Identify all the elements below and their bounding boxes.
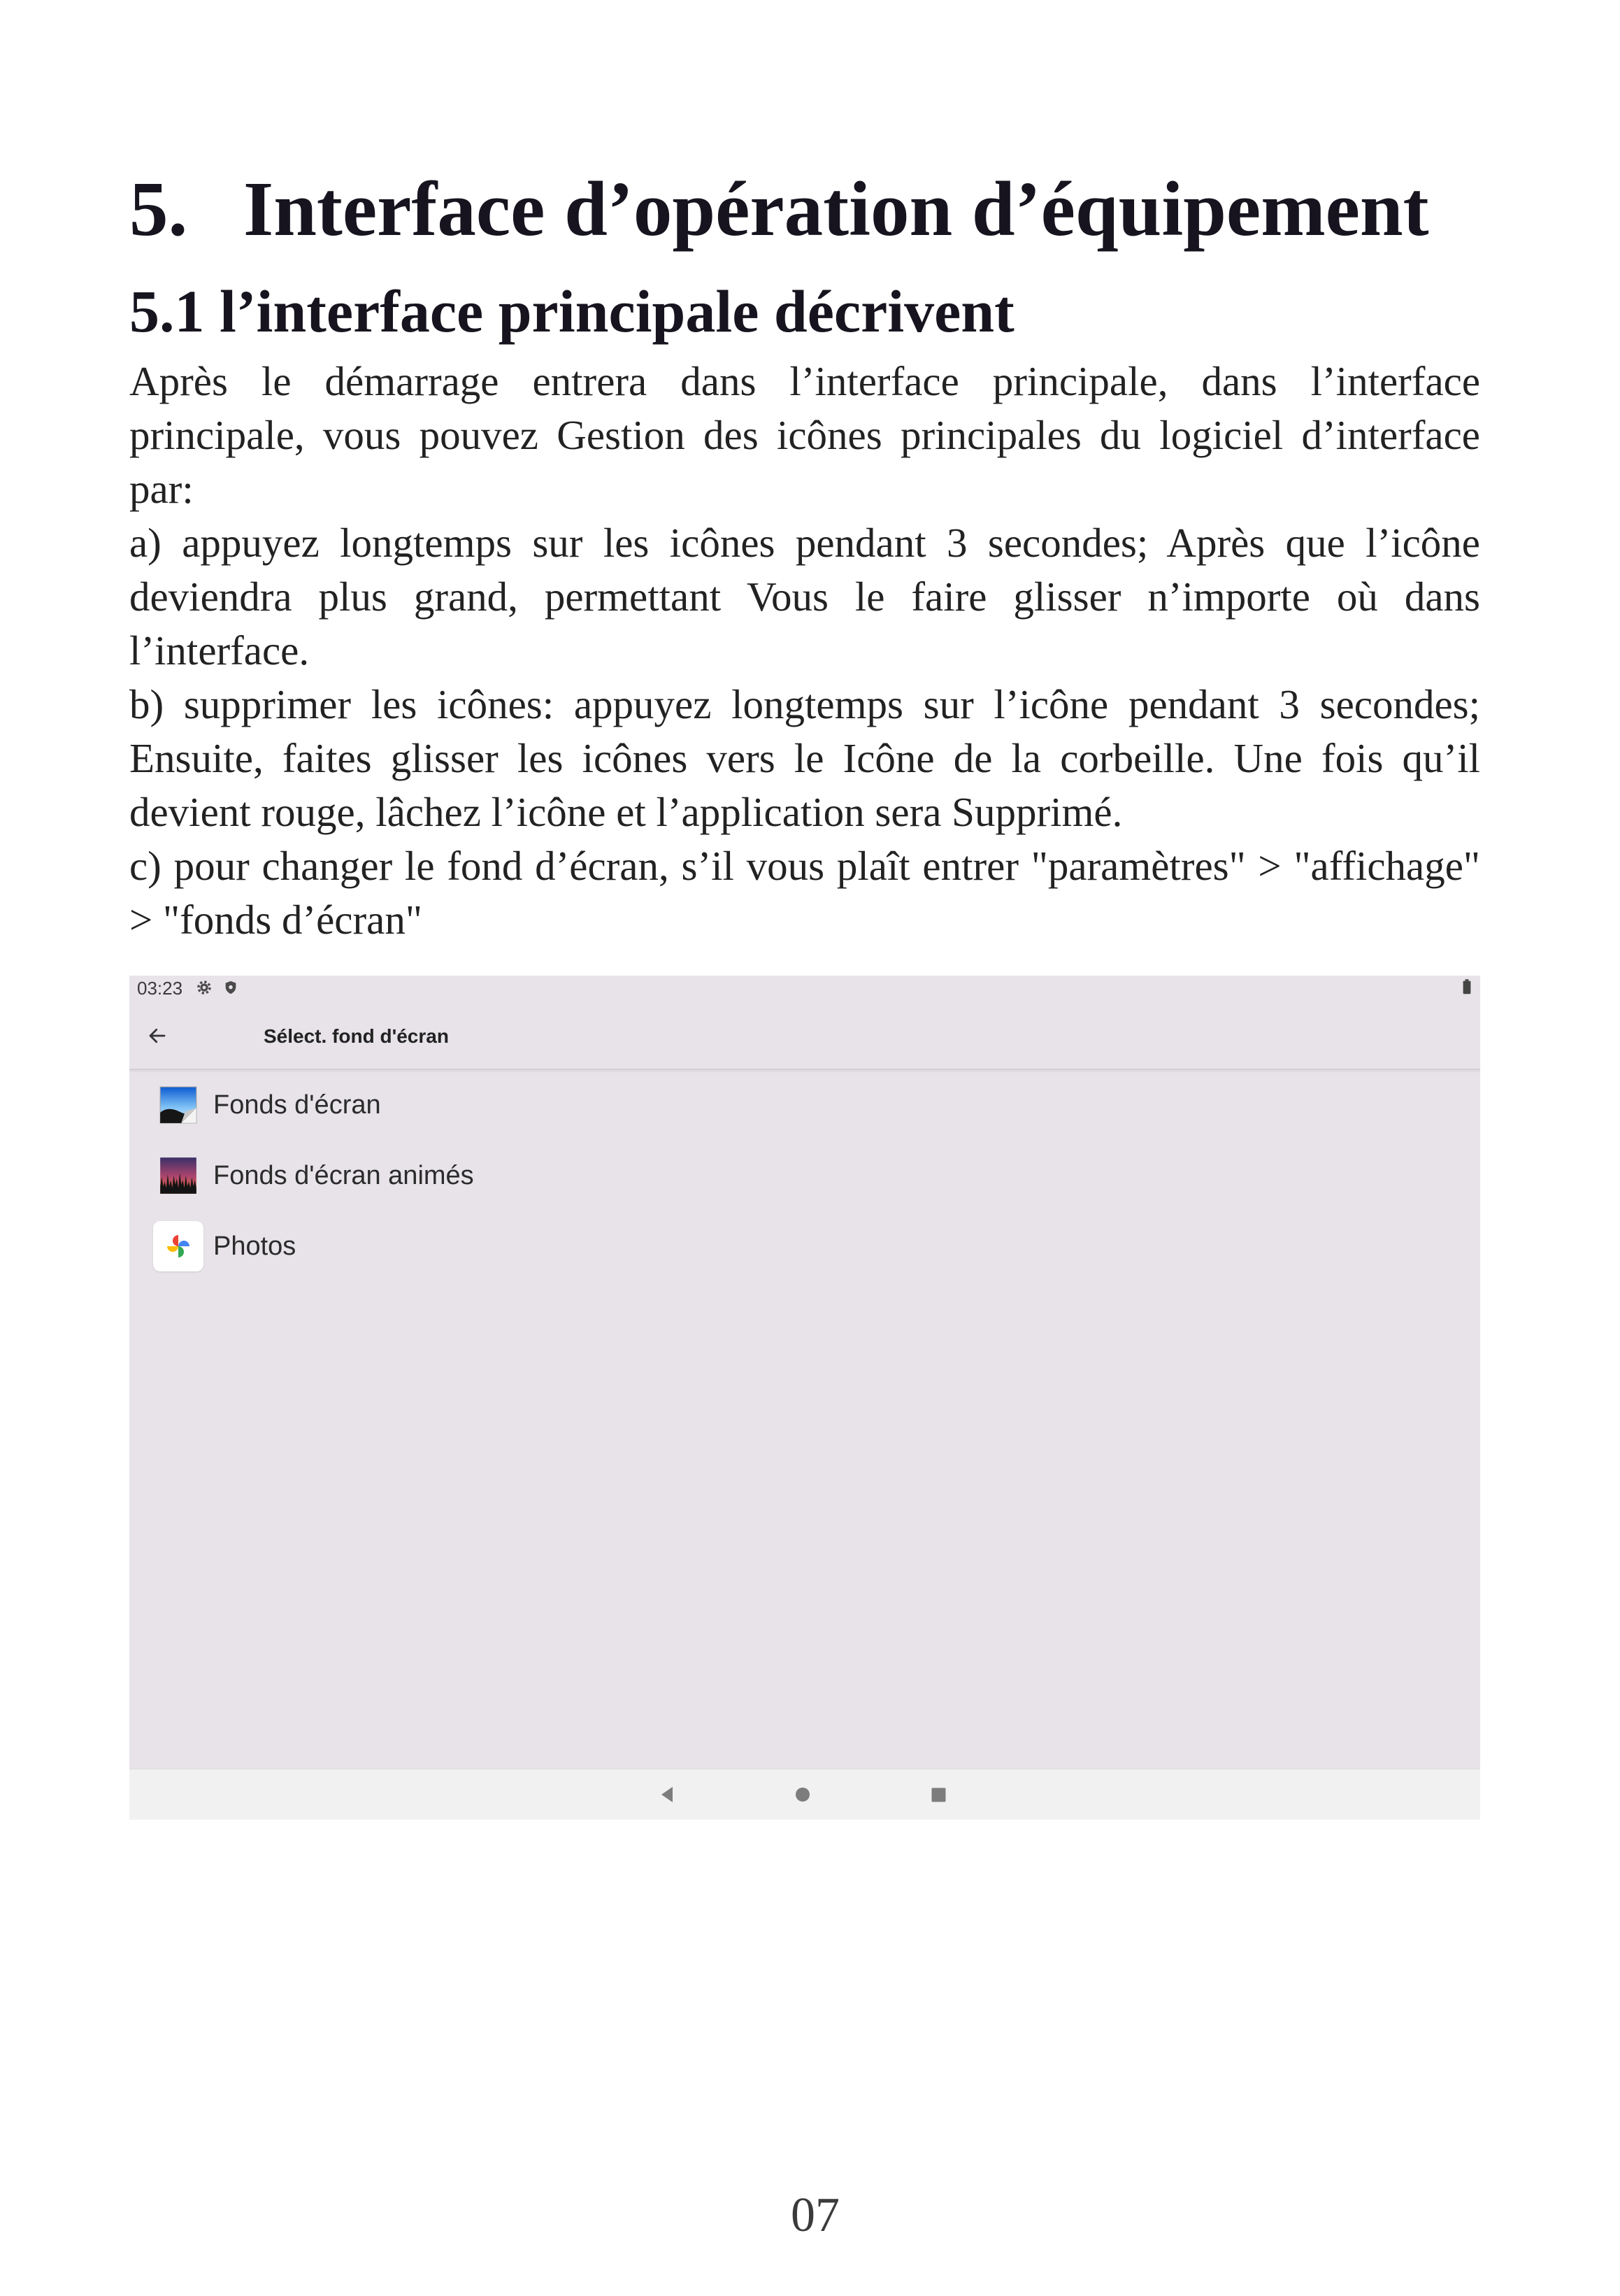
- wallpaper-settings-screenshot: [129, 976, 1480, 1820]
- list-item-label: Photos: [213, 1232, 296, 1261]
- body-line: devient rouge, lâchez l’icône et l’application sera Supprimé.: [129, 789, 1123, 835]
- status-time: 03:23: [137, 978, 183, 999]
- body-line: a) appuyez longtemps sur les icônes pendant 3 secondes; Après que l’icône: [129, 520, 1480, 566]
- body-line: b) supprimer les icônes: appuyez longtemps sur l’icône pendant 3 secondes;: [129, 681, 1480, 727]
- body-line: l’interface.: [129, 627, 310, 673]
- google-photos-icon: [153, 1221, 203, 1271]
- list-item-wallpapers: [129, 1070, 1480, 1141]
- battery-icon: [1463, 979, 1471, 994]
- gear-icon: [196, 979, 213, 996]
- page-number: 07: [791, 2188, 840, 2242]
- paragraph-item-a: [129, 516, 1480, 678]
- paragraph-item-c: [129, 839, 1480, 947]
- live-wallpaper-icon: [159, 1156, 198, 1195]
- list-item-label: Fonds d'écran animés: [213, 1161, 474, 1190]
- navigation-bar: [129, 1769, 1480, 1820]
- paragraph-intro: [129, 355, 1480, 516]
- shield-icon: [223, 979, 238, 996]
- body-line: c) pour changer le fond d’écran, s’il vous plaît entrer "paramètres" > "affichage": [129, 843, 1480, 889]
- home-circle-icon: [795, 1787, 810, 1802]
- body-text: [129, 355, 1480, 947]
- paragraph-item-b: [129, 678, 1480, 839]
- wallpaper-source-list: [129, 1070, 1480, 1282]
- status-bar: [129, 976, 1480, 1004]
- wallpaper-icon: [159, 1085, 198, 1125]
- section-title: Interface d’opération d’équipement: [243, 166, 1429, 252]
- subsection-title: 5.1 l’interface principale décrivent: [129, 278, 1015, 345]
- section-number: 5.: [129, 166, 188, 252]
- body-line: Après le démarrage entrera dans l’interface principale, dans l’interface: [129, 358, 1480, 404]
- back-arrow-icon: [147, 1025, 168, 1046]
- body-line: principale, vous pouvez Gestion des icônes principales du logiciel d’interface: [129, 412, 1480, 458]
- body-line: Ensuite, faites glisser les icônes vers le Icône de la corbeille. Une fois qu’il: [129, 735, 1480, 781]
- back-triangle-icon: [659, 1785, 675, 1804]
- body-line: par:: [129, 466, 194, 512]
- recents-square-icon: [931, 1788, 946, 1802]
- app-bar: [129, 1004, 1480, 1070]
- app-bar-title: Sélect. fond d'écran: [264, 1025, 449, 1047]
- body-line: > "fonds d’écran": [129, 897, 422, 943]
- list-item-live-wallpapers: [129, 1141, 1480, 1211]
- list-item-photos: [129, 1211, 1480, 1282]
- body-line: deviendra plus grand, permettant Vous le faire glisser n’importe où dans: [129, 573, 1480, 620]
- list-item-label: Fonds d'écran: [213, 1090, 381, 1120]
